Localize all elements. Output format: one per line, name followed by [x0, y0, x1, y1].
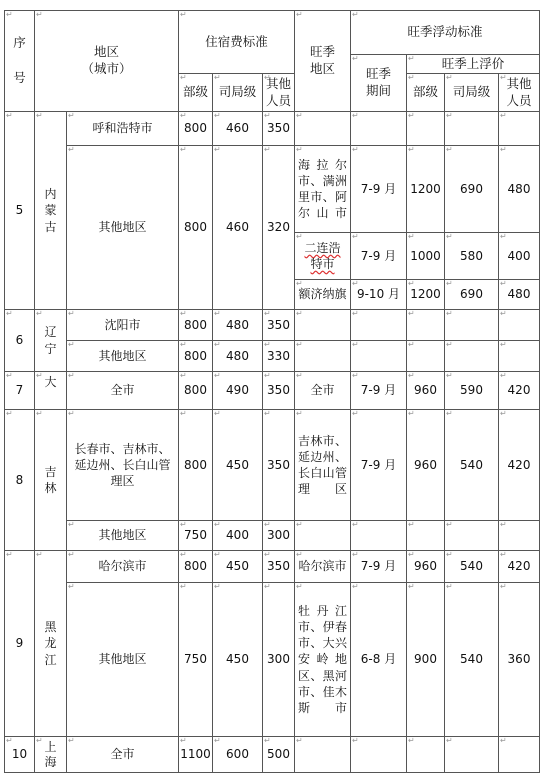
- city-cell: ↵ 全市: [66, 736, 178, 772]
- province-char: ↵ 黑: [44, 620, 57, 635]
- header-peak-others: ↵ 其他人员: [498, 73, 539, 111]
- header-peak-up: ↵ 旺季上浮价: [406, 54, 539, 73]
- city-cell: ↵ 呼和浩特市: [66, 111, 178, 145]
- peak-period-cell: ↵ 7-9 月: [350, 550, 406, 582]
- city-cell: ↵ 沈阳市: [66, 309, 178, 340]
- province-char: 蒙: [44, 203, 57, 218]
- price-bureau: ↵ 600: [212, 736, 262, 772]
- header-lodging-std: ↵ 住宿费标准: [178, 10, 294, 73]
- price-others: ↵ 350: [262, 111, 294, 145]
- empty-cell: [444, 736, 498, 772]
- peak-bureau: ↵ 690: [444, 145, 498, 232]
- header-seq-char: ↵ 序: [13, 35, 26, 51]
- peak-others: ↵ 420: [498, 409, 539, 520]
- empty-cell: [498, 520, 539, 550]
- peak-region-cell: ↵ 海拉尔市、满洲里市、阿尔山市: [294, 145, 350, 232]
- price-bureau: ↵ 450: [212, 409, 262, 520]
- price-others: ↵ 300: [262, 582, 294, 736]
- header-peak-region: ↵ 旺季地区: [294, 10, 350, 111]
- peak-others: ↵ 480: [498, 279, 539, 309]
- price-others: ↵ 330: [262, 340, 294, 371]
- province-char: 宁: [44, 341, 57, 356]
- empty-cell: [294, 309, 350, 340]
- empty-cell: [350, 309, 406, 340]
- empty-cell: [444, 111, 498, 145]
- peak-minister: ↵ 960: [406, 550, 444, 582]
- empty-cell: [444, 309, 498, 340]
- empty-cell: [294, 736, 350, 772]
- city-cell: ↵ 长春市、吉林市、延边州、长白山管理区: [66, 409, 178, 520]
- empty-cell: [350, 340, 406, 371]
- header-peak-float: ↵ 旺季浮动标准: [350, 10, 539, 54]
- price-bureau: ↵ 480: [212, 309, 262, 340]
- price-bureau: ↵ 400: [212, 520, 262, 550]
- peak-minister: ↵ 900: [406, 582, 444, 736]
- price-minister: ↵ 800: [178, 340, 212, 371]
- city-cell: ↵ 全市: [66, 371, 178, 409]
- header-seq: [4, 10, 34, 111]
- peak-region-cell: [294, 232, 350, 279]
- peak-period-cell: ↵ 6-8 月: [350, 582, 406, 736]
- header-region-label: ↵ 地区: [93, 44, 119, 60]
- price-minister: ↵ 800: [178, 409, 212, 520]
- header-minister: ↵ 部级: [178, 73, 212, 111]
- peak-others: ↵ 420: [498, 371, 539, 409]
- city-cell: ↵ 哈尔滨市: [66, 550, 178, 582]
- peak-region-cell: ↵ 牡丹江市、伊春市、大兴安岭地区、黑河市、佳木斯市: [294, 582, 350, 736]
- province-cell: [34, 736, 66, 772]
- peak-period-cell: ↵ 7-9 月: [350, 232, 406, 279]
- price-minister: ↵ 750: [178, 520, 212, 550]
- price-bureau: ↵ 450: [212, 550, 262, 582]
- header-peak-bureau: ↵ 司局级: [444, 73, 498, 111]
- seq-cell: ↵ 7: [4, 371, 34, 409]
- seq-cell: ↵ 6: [4, 309, 34, 371]
- price-minister: ↵ 800: [178, 371, 212, 409]
- city-cell: ↵ 其他地区: [66, 145, 178, 309]
- peak-region-cell: ↵ 吉林市、延边州、长白山管理区: [294, 409, 350, 520]
- peak-region-cell: ↵ 额济纳旗: [294, 279, 350, 309]
- price-others: ↵ 500: [262, 736, 294, 772]
- header-peak-minister: ↵ 部级: [406, 73, 444, 111]
- peak-region-text: ↵ 二连浩特市: [304, 240, 341, 271]
- peak-others: ↵ 360: [498, 582, 539, 736]
- header-region-sub: （城市）: [81, 61, 132, 76]
- empty-cell: [406, 309, 444, 340]
- province-cell: [34, 309, 66, 371]
- peak-bureau: ↵ 690: [444, 279, 498, 309]
- peak-minister: ↵ 1200: [406, 279, 444, 309]
- empty-cell: [498, 111, 539, 145]
- peak-minister: ↵ 1200: [406, 145, 444, 232]
- province-char: 江: [44, 652, 57, 667]
- empty-cell: [294, 340, 350, 371]
- province-char: ↵ 内: [44, 187, 57, 202]
- peak-period-cell: ↵ 9-10 月: [350, 279, 406, 309]
- header-bureau: ↵ 司局级: [212, 73, 262, 111]
- header-seq-char: 号: [13, 70, 26, 85]
- peak-period-cell: ↵ 7-9 月: [350, 371, 406, 409]
- lodging-standard-table: [4, 10, 540, 773]
- peak-period-cell: ↵ 7-9 月: [350, 145, 406, 232]
- price-bureau: ↵ 450: [212, 582, 262, 736]
- empty-cell: [444, 520, 498, 550]
- empty-cell: [406, 340, 444, 371]
- empty-cell: [498, 340, 539, 371]
- province-char: 林: [44, 481, 57, 495]
- empty-cell: [498, 736, 539, 772]
- empty-cell: [294, 111, 350, 145]
- header-region: [34, 10, 178, 111]
- peak-others: ↵ 420: [498, 550, 539, 582]
- province-char: ↵ 上: [44, 739, 57, 754]
- province-char: 海: [44, 754, 57, 769]
- province-cell: [34, 111, 66, 309]
- price-minister: ↵ 800: [178, 550, 212, 582]
- price-bureau: ↵ 490: [212, 371, 262, 409]
- province-char: ↵ 辽: [44, 325, 57, 340]
- price-bureau: ↵ 460: [212, 145, 262, 309]
- price-others: ↵ 350: [262, 371, 294, 409]
- empty-cell: [350, 736, 406, 772]
- price-minister: ↵ 750: [178, 582, 212, 736]
- empty-cell: [406, 520, 444, 550]
- peak-bureau: ↵ 580: [444, 232, 498, 279]
- price-others: ↵ 320: [262, 145, 294, 309]
- price-bureau: ↵ 460: [212, 111, 262, 145]
- peak-minister: ↵ 960: [406, 371, 444, 409]
- peak-minister: ↵ 960: [406, 409, 444, 520]
- header-peak-period: ↵ 旺季期间: [350, 54, 406, 111]
- city-cell: ↵ 其他地区: [66, 340, 178, 371]
- price-minister: ↵ 800: [178, 309, 212, 340]
- seq-cell: ↵ 5: [4, 111, 34, 309]
- empty-cell: [350, 111, 406, 145]
- empty-cell: [406, 111, 444, 145]
- seq-cell: ↵ 8: [4, 409, 34, 550]
- peak-bureau: ↵ 540: [444, 582, 498, 736]
- empty-cell: [350, 520, 406, 550]
- price-minister: ↵ 1100: [178, 736, 212, 772]
- peak-bureau: ↵ 540: [444, 550, 498, 582]
- empty-cell: [444, 340, 498, 371]
- price-others: ↵ 300: [262, 520, 294, 550]
- seq-cell: ↵ 9: [4, 550, 34, 736]
- peak-region-cell: ↵ 哈尔滨市: [294, 550, 350, 582]
- peak-bureau: ↵ 590: [444, 371, 498, 409]
- city-cell: ↵ 其他地区: [66, 582, 178, 736]
- province-cell: [34, 550, 66, 736]
- price-minister: ↵ 800: [178, 145, 212, 309]
- province-char: ↵ 吉: [44, 464, 57, 479]
- peak-period-cell: ↵ 7-9 月: [350, 409, 406, 520]
- province-cell: [34, 409, 66, 550]
- peak-others: ↵ 400: [498, 232, 539, 279]
- city-cell: ↵ 其他地区: [66, 520, 178, 550]
- price-others: ↵ 350: [262, 309, 294, 340]
- peak-region-cell: ↵ 全市: [294, 371, 350, 409]
- province-char: 古: [44, 219, 57, 234]
- price-minister: ↵ 800: [178, 111, 212, 145]
- seq-cell: ↵ 10: [4, 736, 34, 772]
- province-char: 龙: [44, 636, 57, 651]
- peak-others: ↵ 480: [498, 145, 539, 232]
- price-others: ↵ 350: [262, 550, 294, 582]
- peak-minister: ↵ 1000: [406, 232, 444, 279]
- price-bureau: ↵ 480: [212, 340, 262, 371]
- header-others: ↵ 其他人员: [262, 73, 294, 111]
- empty-cell: [294, 520, 350, 550]
- price-others: ↵ 350: [262, 409, 294, 520]
- empty-cell: [498, 309, 539, 340]
- province-cell: ↵ 大: [34, 371, 66, 409]
- empty-cell: [406, 736, 444, 772]
- peak-bureau: ↵ 540: [444, 409, 498, 520]
